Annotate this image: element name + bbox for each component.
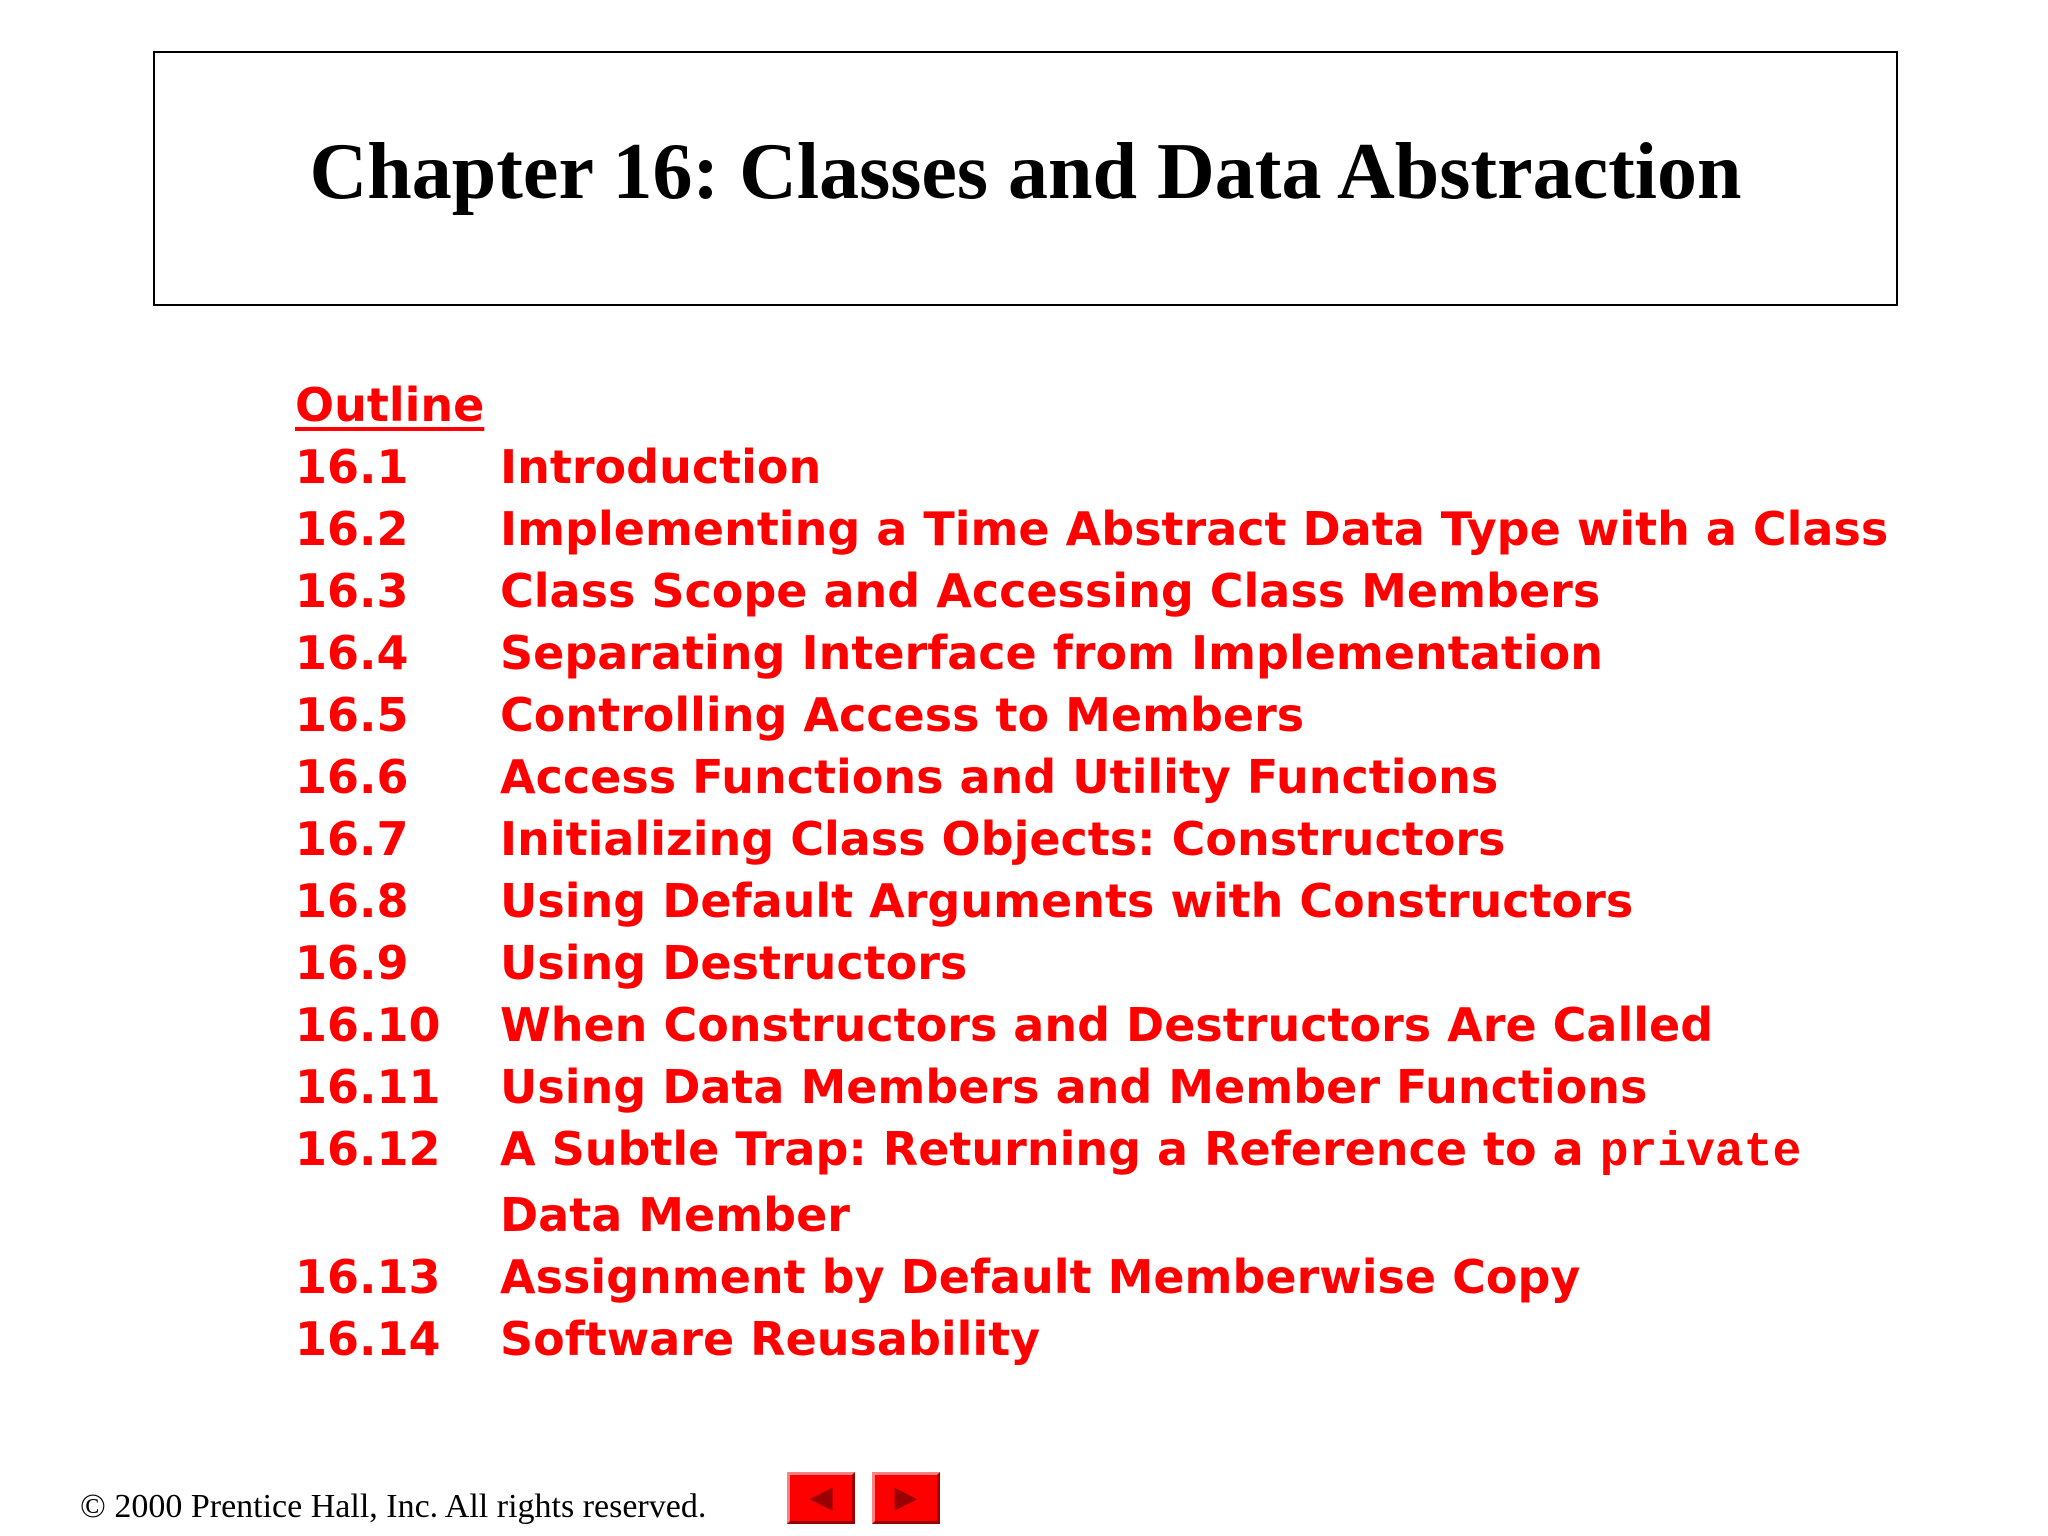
- outline-item-title-continued: Data Member: [500, 1188, 850, 1242]
- outline-item-title: Initializing Class Objects: Constructors: [500, 812, 1506, 866]
- outline-item-title: [500, 1118, 1915, 1246]
- outline-item[interactable]: [295, 622, 1915, 684]
- outline-item-title: Using Data Members and Member Functions: [500, 1060, 1648, 1114]
- previous-slide-button[interactable]: [787, 1472, 855, 1524]
- outline-item[interactable]: [295, 808, 1915, 870]
- outline-item-number: 16.13: [295, 1250, 441, 1304]
- title-box: [153, 51, 1898, 306]
- outline-item-title: Access Functions and Utility Functions: [500, 750, 1499, 804]
- outline-item-title-part: A Subtle Trap: Returning a Reference to a: [500, 1122, 1584, 1176]
- outline-item-number: 16.14: [295, 1312, 441, 1366]
- outline-item[interactable]: [295, 498, 1915, 560]
- outline-item-number: 16.11: [295, 1060, 441, 1114]
- outline-item[interactable]: [295, 436, 1915, 498]
- outline-item-title: Introduction: [500, 440, 822, 494]
- outline: [295, 374, 1915, 1370]
- outline-item-title: Assignment by Default Memberwise Copy: [500, 1250, 1581, 1304]
- outline-item[interactable]: [295, 684, 1915, 746]
- outline-item-number: 16.12: [295, 1122, 441, 1176]
- outline-item-number: 16.10: [295, 998, 441, 1052]
- outline-item[interactable]: [295, 994, 1915, 1056]
- outline-item-number: 16.2: [295, 502, 409, 556]
- outline-item[interactable]: [295, 1308, 1915, 1370]
- outline-item-number: 16.8: [295, 874, 409, 928]
- outline-item[interactable]: [295, 932, 1915, 994]
- outline-item-number: 16.1: [295, 440, 409, 494]
- outline-item-number: 16.9: [295, 936, 409, 990]
- outline-item-number: 16.7: [295, 812, 409, 866]
- outline-item-title: Implementing a Time Abstract Data Type with a Class: [500, 502, 1889, 556]
- copyright-footer: © 2000 Prentice Hall, Inc. All rights reserved.: [80, 1488, 707, 1525]
- outline-item[interactable]: [295, 1246, 1915, 1308]
- outline-item[interactable]: [295, 746, 1915, 808]
- outline-item[interactable]: [295, 1056, 1915, 1118]
- outline-item-title: Controlling Access to Members: [500, 688, 1305, 742]
- outline-item[interactable]: [295, 870, 1915, 932]
- outline-item[interactable]: [295, 560, 1915, 622]
- outline-item-title: Using Default Arguments with Constructors: [500, 874, 1634, 928]
- arrow-right-icon: ▶: [894, 1481, 918, 1514]
- arrow-left-icon: ◀: [809, 1481, 833, 1514]
- outline-item-title: Software Reusability: [500, 1312, 1041, 1366]
- outline-item-title: Class Scope and Accessing Class Members: [500, 564, 1601, 618]
- page-title: Chapter 16: Classes and Data Abstraction: [309, 128, 1742, 216]
- code-keyword: private: [1599, 1126, 1802, 1180]
- outline-item-title: When Constructors and Destructors Are Called: [500, 998, 1714, 1052]
- outline-item-title: Separating Interface from Implementation: [500, 626, 1603, 680]
- outline-item-number: 16.6: [295, 750, 409, 804]
- outline-item-title: Using Destructors: [500, 936, 968, 990]
- outline-heading[interactable]: Outline: [295, 378, 485, 432]
- outline-item-number: 16.5: [295, 688, 409, 742]
- outline-item-number: 16.3: [295, 564, 409, 618]
- next-slide-button[interactable]: [872, 1472, 940, 1524]
- outline-item-number: 16.4: [295, 626, 409, 680]
- outline-item[interactable]: [295, 1118, 1915, 1246]
